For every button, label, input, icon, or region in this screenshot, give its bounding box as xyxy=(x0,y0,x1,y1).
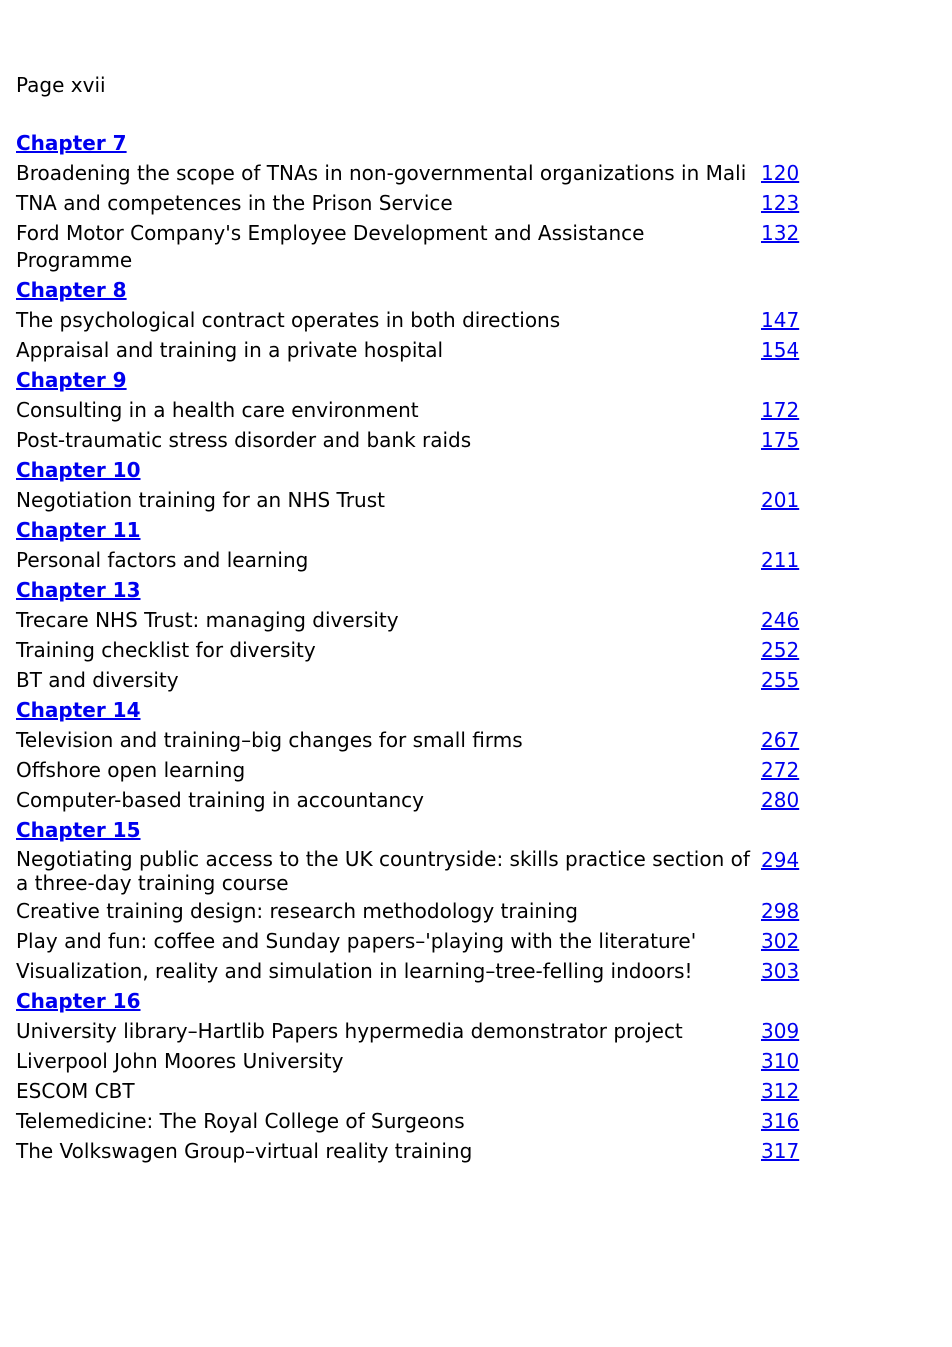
page-number-link[interactable]: 312 xyxy=(761,1079,800,1103)
entry-page-cell xyxy=(761,427,799,457)
entry-title: Consulting in a health care environment xyxy=(16,398,419,422)
page-label: Page xvii xyxy=(16,73,106,97)
entry-page-cell xyxy=(761,727,799,757)
entry-row xyxy=(16,958,799,988)
page-number-link[interactable]: 132 xyxy=(761,221,800,245)
entry-row xyxy=(16,667,799,697)
entry-page-cell xyxy=(761,1048,799,1078)
chapter-row xyxy=(16,457,799,487)
page-number-link[interactable]: 267 xyxy=(761,728,800,752)
entry-row xyxy=(16,397,799,427)
entry-row xyxy=(16,727,799,757)
entry-row xyxy=(16,547,799,577)
page-number-link[interactable]: 172 xyxy=(761,398,800,422)
page-number-link[interactable]: 120 xyxy=(761,161,800,185)
chapter-link[interactable]: Chapter 11 xyxy=(16,518,141,542)
entry-title: The Volkswagen Group–virtual reality training xyxy=(16,1139,473,1163)
entry-title: Trecare NHS Trust: managing diversity xyxy=(16,608,399,632)
entry-page-cell xyxy=(761,928,799,958)
entry-title: University library–Hartlib Papers hypermedia demonstrator project xyxy=(16,1019,683,1043)
chapter-link[interactable]: Chapter 16 xyxy=(16,989,141,1013)
page-number-link[interactable]: 303 xyxy=(761,959,800,983)
entry-page-cell xyxy=(761,160,799,190)
entry-row xyxy=(16,637,799,667)
page-number-link[interactable]: 316 xyxy=(761,1109,800,1133)
chapter-row xyxy=(16,697,799,727)
page-number-link[interactable]: 280 xyxy=(761,788,800,812)
chapter-row xyxy=(16,817,799,847)
chapter-cell xyxy=(16,988,799,1018)
entry-page-cell xyxy=(761,190,799,220)
entry-title: Negotiation training for an NHS Trust xyxy=(16,488,385,512)
entry-page-cell xyxy=(761,1018,799,1048)
chapter-cell xyxy=(16,457,799,487)
chapter-row xyxy=(16,577,799,607)
entry-page-cell xyxy=(761,607,799,637)
entry-page-cell xyxy=(761,787,799,817)
entry-row xyxy=(16,220,799,277)
entry-row xyxy=(16,487,799,517)
entry-page-cell xyxy=(761,397,799,427)
entry-title: Post-traumatic stress disorder and bank raids xyxy=(16,428,472,452)
page-number-link[interactable]: 147 xyxy=(761,308,800,332)
entry-row xyxy=(16,1138,799,1168)
page-number-link[interactable]: 123 xyxy=(761,191,800,215)
chapter-cell xyxy=(16,130,799,160)
entry-title: ESCOM CBT xyxy=(16,1079,135,1103)
chapter-cell xyxy=(16,817,799,847)
page-number-link[interactable]: 272 xyxy=(761,758,800,782)
entry-title: TNA and competences in the Prison Service xyxy=(16,191,453,215)
entry-row xyxy=(16,160,799,190)
contents-table xyxy=(16,130,799,1168)
entry-page-cell xyxy=(761,220,799,277)
entry-row xyxy=(16,607,799,637)
page-number-link[interactable]: 211 xyxy=(761,548,800,572)
entry-page-cell xyxy=(761,757,799,787)
entry-title: Negotiating public access to the UK countryside: skills practice section of a three-day training course xyxy=(16,847,750,895)
chapter-cell xyxy=(16,367,799,397)
entry-title: Television and training–big changes for small firms xyxy=(16,728,523,752)
contents-body xyxy=(16,130,799,1168)
entry-title: Liverpool John Moores University xyxy=(16,1049,344,1073)
entry-title: Play and fun: coffee and Sunday papers–'playing with the literature' xyxy=(16,929,697,953)
chapter-link[interactable]: Chapter 15 xyxy=(16,818,141,842)
page-number-link[interactable]: 154 xyxy=(761,338,800,362)
entry-title: Offshore open learning xyxy=(16,758,246,782)
entry-row xyxy=(16,898,799,928)
entry-page-cell xyxy=(761,1078,799,1108)
entry-page-cell xyxy=(761,637,799,667)
chapter-link[interactable]: Chapter 14 xyxy=(16,698,141,722)
page-number-link[interactable]: 246 xyxy=(761,608,800,632)
chapter-cell xyxy=(16,697,799,727)
chapter-cell xyxy=(16,277,799,307)
chapter-row xyxy=(16,367,799,397)
entry-page-cell xyxy=(761,547,799,577)
chapter-cell xyxy=(16,577,799,607)
page-number-link[interactable]: 255 xyxy=(761,668,800,692)
entry-row xyxy=(16,1108,799,1138)
entry-title: BT and diversity xyxy=(16,668,179,692)
entry-row xyxy=(16,1048,799,1078)
entry-row xyxy=(16,427,799,457)
page-number-link[interactable]: 294 xyxy=(761,848,800,872)
entry-title: Ford Motor Company's Employee Development and Assistance Programme xyxy=(16,221,645,272)
page-number-link[interactable]: 252 xyxy=(761,638,800,662)
entry-title: The psychological contract operates in both directions xyxy=(16,308,561,332)
page-number-link[interactable]: 175 xyxy=(761,428,800,452)
chapter-row xyxy=(16,988,799,1018)
chapter-row xyxy=(16,130,799,160)
entry-page-cell xyxy=(761,898,799,928)
entry-row xyxy=(16,757,799,787)
entry-title: Telemedicine: The Royal College of Surgeons xyxy=(16,1109,465,1133)
entry-page-cell xyxy=(761,958,799,988)
entry-page-cell xyxy=(761,307,799,337)
entry-row xyxy=(16,307,799,337)
entry-title: Creative training design: research methodology training xyxy=(16,899,579,923)
page-number-link[interactable]: 201 xyxy=(761,488,800,512)
entry-page-cell xyxy=(761,1108,799,1138)
entry-row xyxy=(16,847,799,898)
chapter-row xyxy=(16,277,799,307)
chapter-link[interactable]: Chapter 13 xyxy=(16,578,141,602)
chapter-link[interactable]: Chapter 10 xyxy=(16,458,141,482)
chapter-row xyxy=(16,517,799,547)
entry-row xyxy=(16,337,799,367)
entry-row xyxy=(16,190,799,220)
entry-page-cell xyxy=(761,1138,799,1168)
chapter-link[interactable]: Chapter 8 xyxy=(16,278,127,302)
entry-title: Training checklist for diversity xyxy=(16,638,316,662)
entry-page-cell xyxy=(761,667,799,697)
entry-page-cell xyxy=(761,337,799,367)
page-number-link[interactable]: 309 xyxy=(761,1019,800,1043)
entry-title: Appraisal and training in a private hospital xyxy=(16,338,444,362)
page-number-link[interactable]: 317 xyxy=(761,1139,800,1163)
entry-row xyxy=(16,1078,799,1108)
entry-row xyxy=(16,928,799,958)
entry-title: Computer-based training in accountancy xyxy=(16,788,424,812)
page-number-link[interactable]: 310 xyxy=(761,1049,800,1073)
entry-page-cell xyxy=(761,487,799,517)
chapter-cell xyxy=(16,517,799,547)
entry-page-cell xyxy=(761,847,799,898)
entry-row xyxy=(16,787,799,817)
chapter-link[interactable]: Chapter 9 xyxy=(16,368,127,392)
page-number-link[interactable]: 302 xyxy=(761,929,800,953)
entry-title: Broadening the scope of TNAs in non-governmental organizations in Mali xyxy=(16,161,747,185)
entry-row xyxy=(16,1018,799,1048)
entry-title: Visualization, reality and simulation in learning–tree-felling indoors! xyxy=(16,959,693,983)
chapter-link[interactable]: Chapter 7 xyxy=(16,131,127,155)
entry-title: Personal factors and learning xyxy=(16,548,309,572)
page-number-link[interactable]: 298 xyxy=(761,899,800,923)
